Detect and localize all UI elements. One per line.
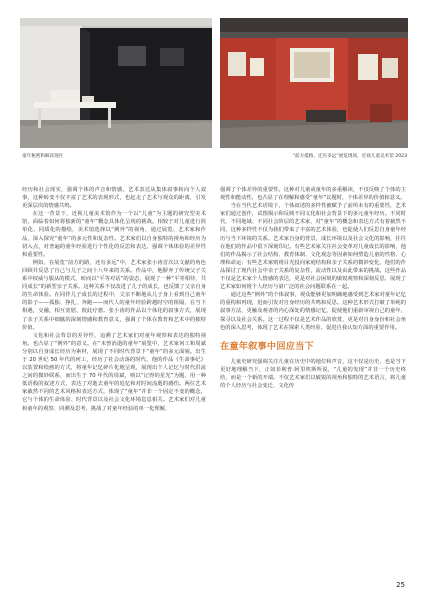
paragraph: 文化和社会背景的差异性，追溯了艺术家们对童年观察和表达的独特视角。也凸显了“例外”的意义。在“未曾消逝的童年”展览中，艺术家何工和周斌分别以自身成长经历为素材，展现了不同时代背景下“童年”的多元面貌。出生于 20 世纪 50 年代的何工，经历了社会动荡的时代，他的作品《生命事纪》以装置和绘画的方式，将童年记忆碎片化地呈现，展现出个人记忆与时代洪流之间的微妙联系，而出生于 70 年代的周斌，则以“记得的星光”为题，用一种低语般的叙述方式，表达了对逝去童年的追忆和对时间流逝的感伤。两位艺术家截然不同的艺术风格和表达方式，体现了“童年”并非一个固定不变的概念，它与个体的生命体验、时代背景以及社会文化环境息息相关。艺术家们对儿童和童年的观察、回溯及思考，挑战了对童年经验的单一化理解， <box>22 332 206 412</box>
paragraph: 例如，在展览“前方的路，还有多远”中，艺术家张小涛首次以文献的角色回顾并反思了自己与儿子之间十八年来的关系。作品中，他摒弃了传统父子关系中权威与服从的模式，转而以“平等对话”的姿态，展现了一种“平等相待，共同成长”的新型亲子关系。这种关系不仅改进了儿子的成长，也反馈了父亲自身的生命体验。在同伴儿子成长的过程中，父亲不断地从儿子身上看到自己童年的影子——孤独、挣扎、奔跑——而代人的童年经验跨越时空的阻隔，在当下相遇，交融，相互宽慰，彼此疗愈。张小涛的作品以个体化的叙事方式，展现了亲子关系中细腻的深刻情感和教育意义，强调了个体在教育和艺术中的独特价值。 <box>22 259 206 331</box>
paragraph: 儿童史研究强调关注儿童在历史中的地位和声音，这不仅是历史，也是当下更好地理解当下，正如菲利普·阿里埃斯所说，“儿童的发现”并非一个历史终结，而是一个新的开端。不仅艺术家们以敏锐的视角和独特的艺术语言，将儿童的个人经历与社会变迁、文化传 <box>220 358 406 389</box>
paragraph: 当在当代艺术语境下，个体叙述的多样性被赋予了前所未有的重要性，艺术家们通过创作，试图揭示和反映不同文化和社会背景下的多元童年经历。不同时代、不同地域、不同社会阶层的艺术家，对“童年”的概念和表达方式有着截然不同，这种多样性不仅为我们带来了丰富的艺术体验，也促使人们反思自身童年经历与当下环境的关系。艺术家自身的背景，成长环境以及社会文化的影响，往往在他们的作品中留下深刻印记。有些艺术家关注社会变革对儿童成长的影响，他们的作品揭示了社会结构、教育体制、文化观念等因素如何塑造儿童的性格、心理和命运；有些艺术家则将目光投向家庭结构和亲子关系的微妙变化，他们的作品探讨了现代社会中亲子关系的复杂性，流动性以及由此带来的挑战。这些作品不仅是艺术家个人情感的表达，更是对社会困境的敏锐观察和深刻反思，展现了艺术家如何将个人经历与第广泛的社会问题联系在一起。 <box>220 203 406 291</box>
paragraph: 强调了个体差异的重要性。这种对儿童或童年的多重解读，不仅反映了个体的主观性和能动性，也凸显了在理解和感受“童年”议题时，个体差异的价值和意义。 <box>220 187 406 202</box>
section-heading: 在童年叙事中回应当下 <box>220 340 314 352</box>
paragraph: 经历和社会现实，强调个体的声音和情感。艺术表达从集体叙事转向个人叙事，这种转变不仅丰富了艺术的表现形式，也赶走了艺术与观众的距离，引发更深层次的情感共鸣。 <box>22 187 206 210</box>
photo-caption-left: 童年秘密和解读现区 <box>22 154 64 159</box>
exhibition-photo-right <box>220 18 408 148</box>
exhibition-photo-left <box>20 18 212 148</box>
page-number: 25 <box>396 581 405 589</box>
paragraph: 在这一背景下，近视儿童美术馆作为一个以“儿童”为主题的研究型美术馆，面临着如何将独新的“童年”概念具体化呈现的挑战。相较于对儿童进行简单化、同质化的描绘，美术馆选择以“例外”的视角，通过展览、艺术家和作品，深入探究“童年”的多元性和复杂性。艺术家们以自身独特的视角和经历为切入点，对普遍的童年经验进行个性化的反思和表达，强调个体体验的差异性和重要性。 <box>22 211 206 258</box>
photo-caption-right: “前方抵路，还有多远”展览现场，近视儿童美术馆 2023 <box>292 154 407 159</box>
text-column-left <box>22 186 206 413</box>
paragraph: 通过这些“例外”的个体叙事，观众能够更加明确地感受到艺术家对童年记忆的重构和再现，进而引发对自身经历的共鸣和反思。这种艺术形式打破了单纯的叙事方法，更触及观者的内心深处的情感记忆，促使他们重新审视自己的童年，探寻以及社会关系。这一过程不仅是艺术作品的欣赏，更是对自身身份和社会角色的深入思考，体现了艺术在探索人类经验、促进自我认知方面的重要作用。 <box>220 292 406 331</box>
text-column-right <box>220 186 406 390</box>
